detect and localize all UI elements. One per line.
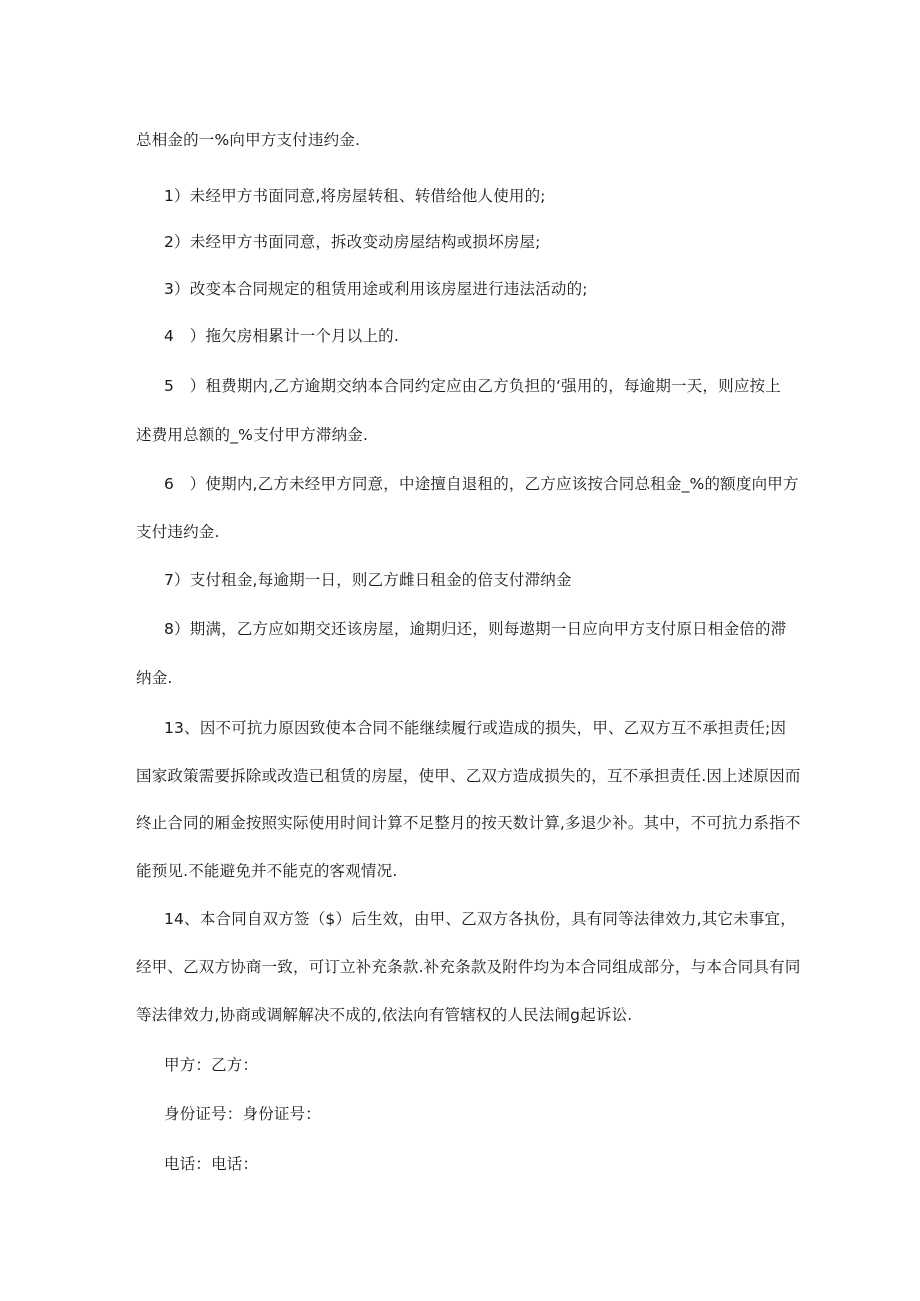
item-4: 4 ）拖欠房相累计一个月以上的. — [164, 327, 399, 345]
clause-14-line-1: 14、本合同自双方签（$）后生效，由甲、乙双方各执份，具有同等法律效力,其它未事宜， — [164, 910, 796, 928]
item-3: 3）改变本合同规定的租赁用途或利用该房屋进行违法活动的; — [164, 280, 588, 298]
intro-line: 总相金的一%向甲方支付违约金. — [136, 131, 361, 149]
clause-13-line-4: 能预见.不能避免并不能克的客观情况. — [136, 862, 398, 880]
item-6-line-1: 6 ）使期内,乙方未经甲方同意，中途擅自退租的，乙方应该按合同总租金_%的额度向甲方 — [164, 475, 799, 493]
item-2: 2）未经甲方书面同意，拆改变动房屋结构或损坏房屋; — [164, 233, 541, 251]
clause-13-line-1: 13、因不可抗力原因致使本合同不能继续履行或造成的损失，甲、乙双方互不承担责任;因 — [164, 719, 787, 737]
signature-phones: 电话：电话： — [164, 1155, 259, 1173]
clause-13-line-3: 终止合同的厢金按照实际使用时间计算不足整月的按天数计算,多退少补。其中，不可抗力系指不 — [136, 814, 801, 832]
item-1: 1）未经甲方书面同意,将房屋转租、转借给他人使用的; — [164, 187, 546, 205]
item-5-line-1: 5 ）租费期内,乙方逾期交纳本合同约定应由乙方负担的‘强用的，每逾期一天，则应按上 — [164, 377, 781, 395]
signature-parties: 甲方：乙方： — [164, 1056, 259, 1074]
item-8-line-2: 纳金. — [136, 669, 173, 687]
item-7: 7）支付租金,每逾期一日，则乙方雌日租金的倍支付滞纳金 — [164, 571, 572, 589]
clause-13-line-2: 国家政策需要拆除或改造已租赁的房屋，使甲、乙双方造成损失的，互不承担责任.因上述原因而 — [136, 767, 801, 785]
item-6-line-2: 支付违约金. — [136, 523, 220, 541]
clause-14-line-3: 等法律效力,协商或调解解决不成的,依法向有管辖权的人民法闹g起诉讼. — [136, 1006, 633, 1024]
signature-id-numbers: 身份证号：身份证号： — [164, 1105, 322, 1123]
clause-14-line-2: 经甲、乙双方协商一致，可订立补充条款.补充条款及附件均为本合同组成部分，与本合同具有同 — [136, 958, 801, 976]
item-5-line-2: 述费用总额的_%支付甲方滞纳金. — [136, 426, 369, 444]
item-8-line-1: 8）期满，乙方应如期交还该房屋，逾期归还，则每遨期一日应向甲方支付原日相金倍的滞 — [164, 620, 787, 638]
